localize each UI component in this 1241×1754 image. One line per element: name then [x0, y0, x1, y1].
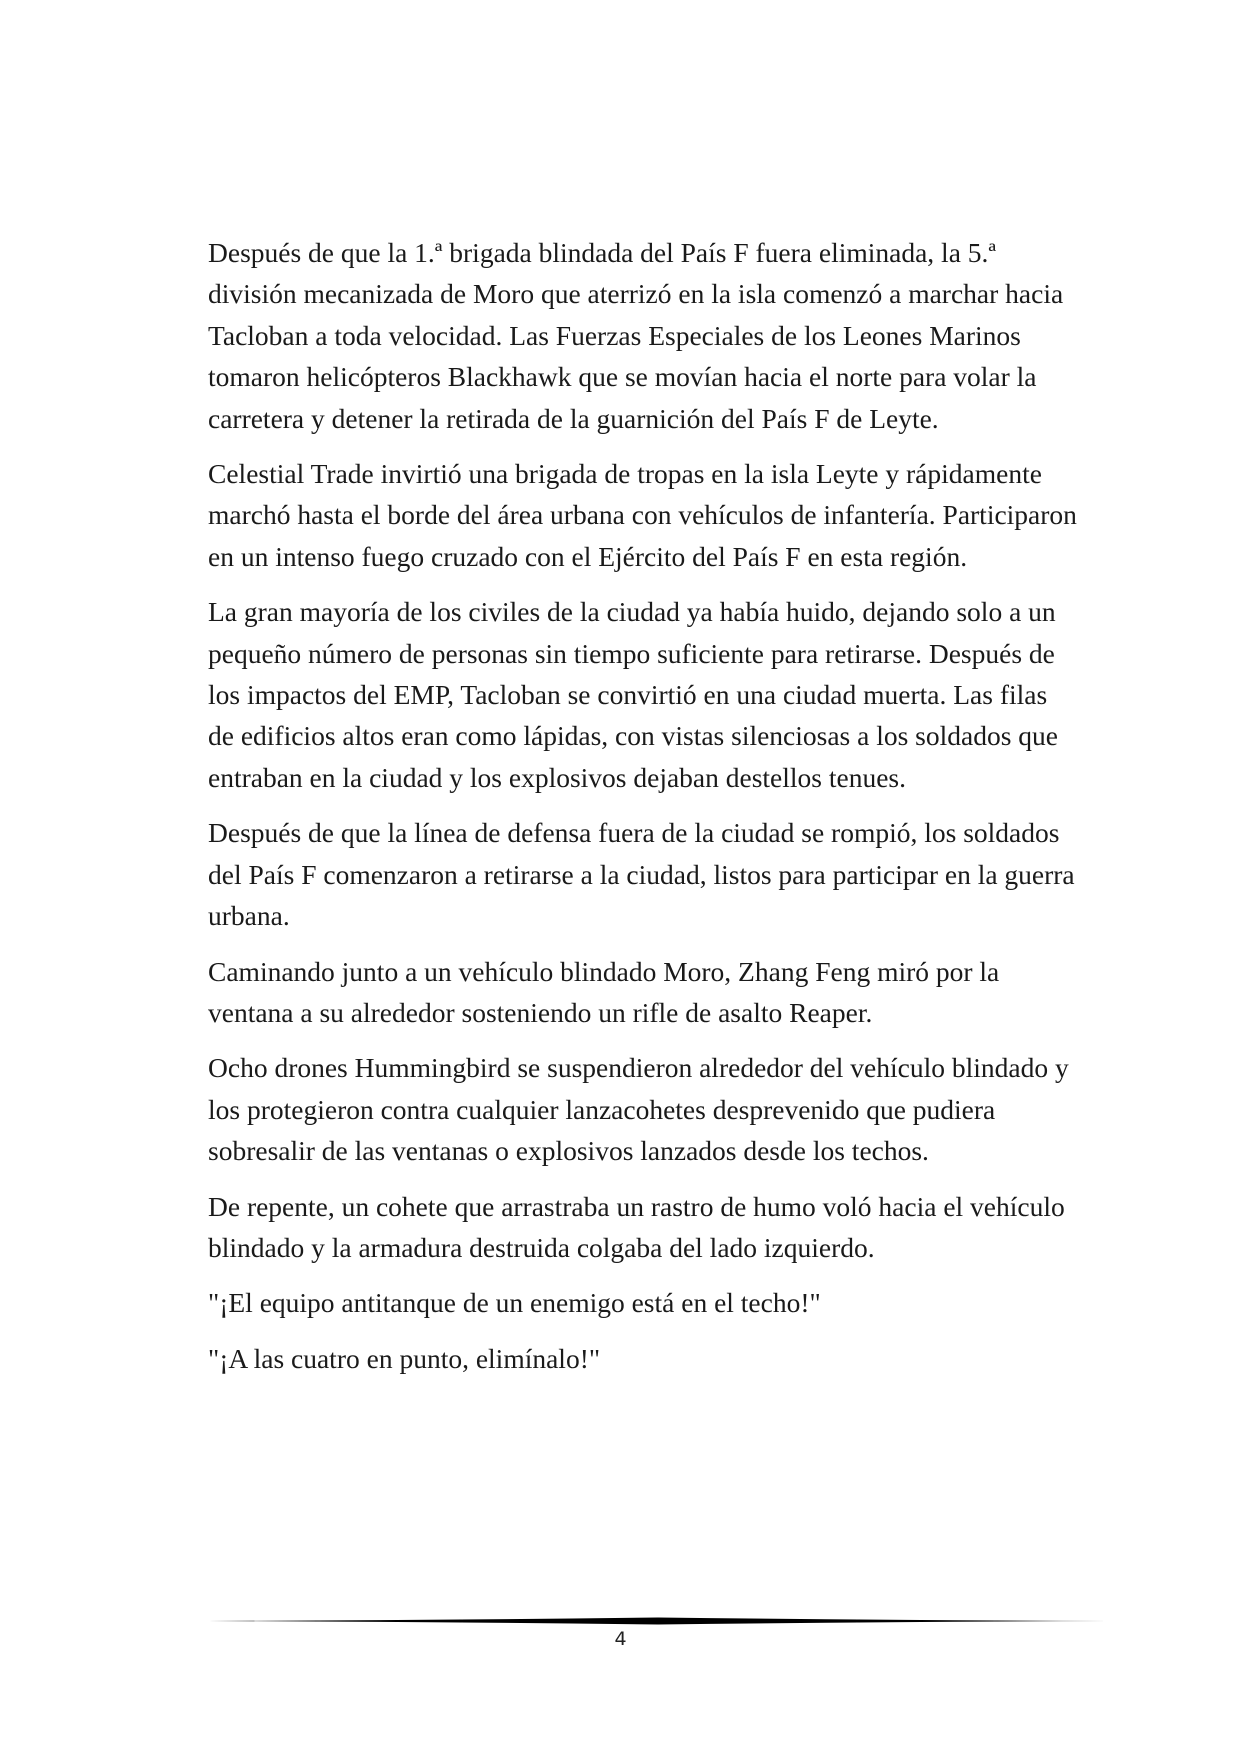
paragraph-4: Después de que la línea de defensa fuera de la ciudad se rompió, los soldados del País F comenzaron a retirarse a la ciudad, listos para participar en la guerra urbana.: [208, 817, 1075, 932]
paragraph-5: Caminando junto a un vehículo blindado Moro, Zhang Feng miró por la ventana a su alrededor sosteniendo un rifle de asalto Reaper.: [208, 955, 1000, 1028]
page-number: 4: [614, 1628, 627, 1650]
paragraph-9-dialogue: "¡A las cuatro en punto, elimínalo!": [208, 1342, 601, 1374]
paragraph-3: La gran mayoría de los civiles de la ciudad ya había huido, dejando solo a un pequeño número de personas sin tiempo suficiente para retirarse. Después de los impactos del EMP, Tacloban se convirtió en una ciudad muerta. Las filas de edificios altos eran como lápidas, con vistas silenciosas a los soldados que entraban en la ciudad y los explosivos dejaban destellos tenues.: [208, 596, 1059, 793]
paragraph-8-dialogue: "¡El equipo antitanque de un enemigo está en el techo!": [208, 1287, 821, 1319]
footer-rule-swash: [208, 1618, 1108, 1625]
footer-rule: [208, 1615, 1108, 1627]
paragraph-6: Ocho drones Hummingbird se suspendieron alrededor del vehículo blindado y los protegieron contra cualquier lanzacohetes desprevenido que pudiera sobresalir de las ventanas o explosivos lanzados desde los techos.: [208, 1052, 1069, 1167]
paragraph-1: Después de que la 1.ª brigada blindada del País F fuera eliminada, la 5.ª división mecanizada de Moro que aterrizó en la isla comenzó a marchar hacia Tacloban a toda velocidad. Las Fuerzas Especiales de los Leones Marinos tomaron helicópteros Blackhawk que se movían hacia el norte para volar la carretera y detener la retirada de la guarnición del País F de Leyte.: [208, 237, 1064, 434]
body-text: [208, 232, 1078, 1393]
paragraph-2: Celestial Trade invirtió una brigada de tropas en la isla Leyte y rápidamente marchó hasta el borde del área urbana con vehículos de infantería. Participaron en un intenso fuego cruzado con el Ejército del País F en esta región.: [208, 458, 1077, 572]
paragraph-7: De repente, un cohete que arrastraba un rastro de humo voló hacia el vehículo blindado y la armadura destruida colgaba del lado izquierdo.: [208, 1190, 1065, 1263]
